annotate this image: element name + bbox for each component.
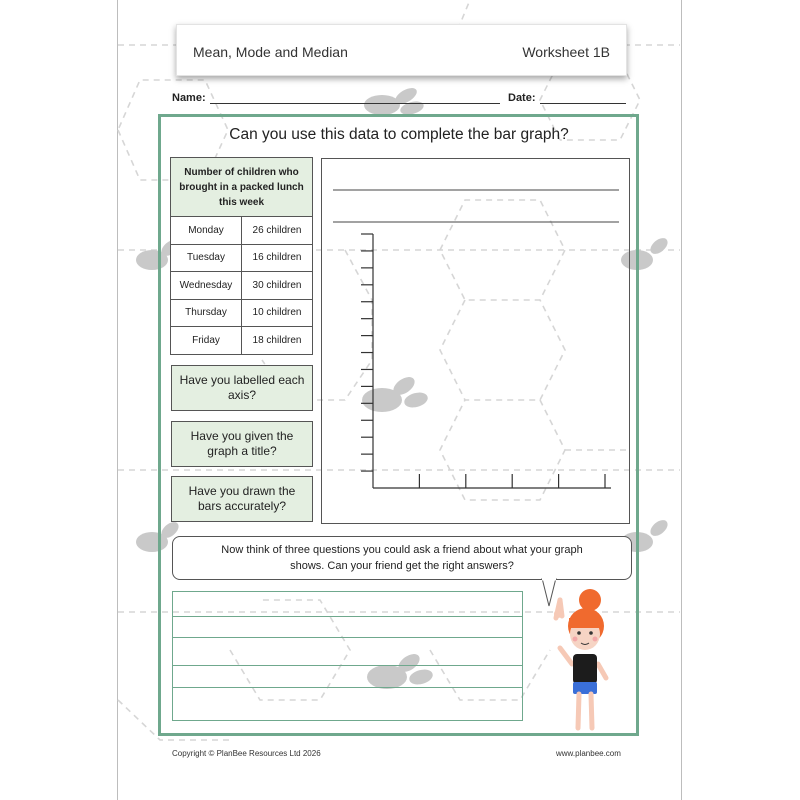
name-field[interactable] [210,103,500,104]
date-label: Date: [508,92,536,104]
table-heading: Number of children who brought in a packed lunch this week [171,158,313,217]
answer-line [173,665,522,666]
table-row: Monday 26 children [171,217,313,245]
worksheet-number: Worksheet 1B [522,44,610,60]
name-label: Name: [172,92,206,104]
blank-graph-axes [321,158,630,524]
table-row: Wednesday 30 children [171,272,313,300]
worksheet-header [176,24,627,76]
answer-line [173,687,522,688]
tip-label-axes: Have you labelled each axis? [171,365,313,411]
answer-lines-box[interactable] [172,591,523,721]
answer-line [173,616,522,617]
table-row: Tuesday 16 children [171,244,313,272]
table-row: Friday 18 children [171,327,313,355]
lunch-data-table [170,157,313,355]
girl-character-illustration [540,586,630,736]
tip-graph-title: Have you given the graph a title? [171,421,313,467]
copyright-text: Copyright © PlanBee Resources Ltd 2026 [172,749,321,758]
main-question: Can you use this data to complete the bar graph? [229,126,569,143]
prompt-line-2: shows. Can your friend get the right answers? [290,560,514,572]
tip-accurate-bars: Have you drawn the bars accurately? [171,476,313,522]
prompt-line-1: Now think of three questions you could ask a friend about what your graph [221,544,583,556]
answer-line [173,637,522,638]
worksheet-title: Mean, Mode and Median [193,44,348,60]
speech-bubble [172,536,632,580]
table-row: Thursday 10 children [171,299,313,327]
date-field[interactable] [540,103,626,104]
website-text: www.planbee.com [556,749,621,758]
